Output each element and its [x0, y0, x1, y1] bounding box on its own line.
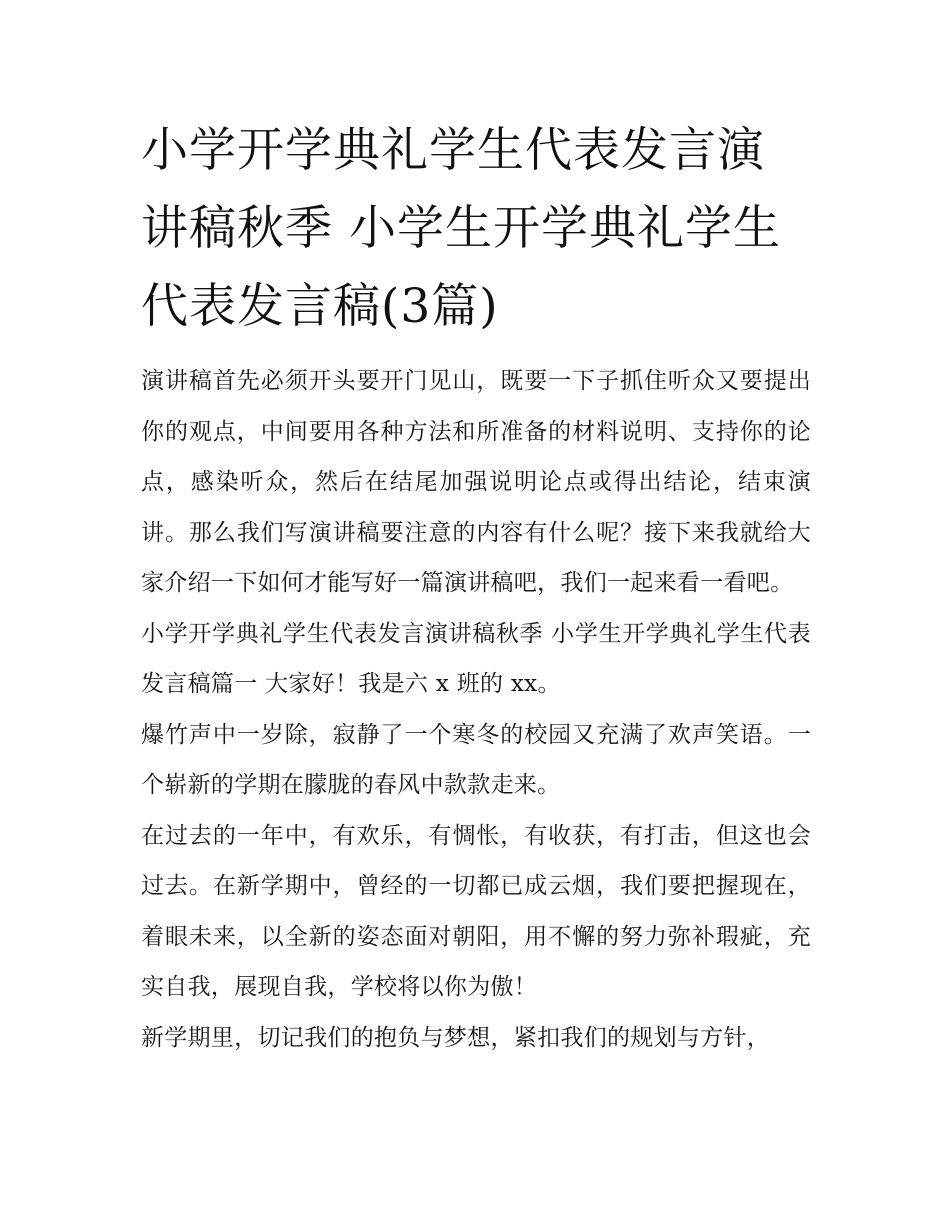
paragraph-greeting: 小学开学典礼学生代表发言演讲稿秋季 小学生开学典礼学生代表发言稿篇一 大家好！我是六 x 班的 xx。	[141, 620, 811, 697]
document-title: 小学开学典礼学生代表发言演讲稿秋季 小学生开学典礼学生代表发言稿(3篇)	[141, 123, 781, 334]
paragraph-intro: 演讲稿首先必须开头要开门见山，既要一下子抓住听众又要提出你的观点，中间要用各种方法和所准备的材料说明、支持你的论点，感染听众，然后在结尾加强说明论点或得出结论，结束演讲。那么我们写演讲稿要注意的内容有什么呢？接下来我就给大家介绍一下如何才能写好一篇演讲稿吧，我们一起来看一看吧。	[141, 368, 811, 596]
paragraph-past-year: 在过去的一年中，有欢乐，有惆怅，有收获，有打击，但这也会过去。在新学期中，曾经的一切都已成云烟，我们要把握现在，着眼未来，以全新的姿态面对朝阳，用不懈的努力弥补瑕疵，充实自我，展现自我，学校将以你为傲！	[141, 822, 811, 1000]
paragraph-new-term: 新学期里，切记我们的抱负与梦想，紧扣我们的规划与方针，	[141, 1024, 771, 1051]
document-body	[141, 112, 811, 1063]
paragraph-spring: 爆竹声中一岁除，寂静了一个寒冬的校园又充满了欢声笑语。一个崭新的学期在朦胧的春风中款款走来。	[141, 721, 811, 798]
